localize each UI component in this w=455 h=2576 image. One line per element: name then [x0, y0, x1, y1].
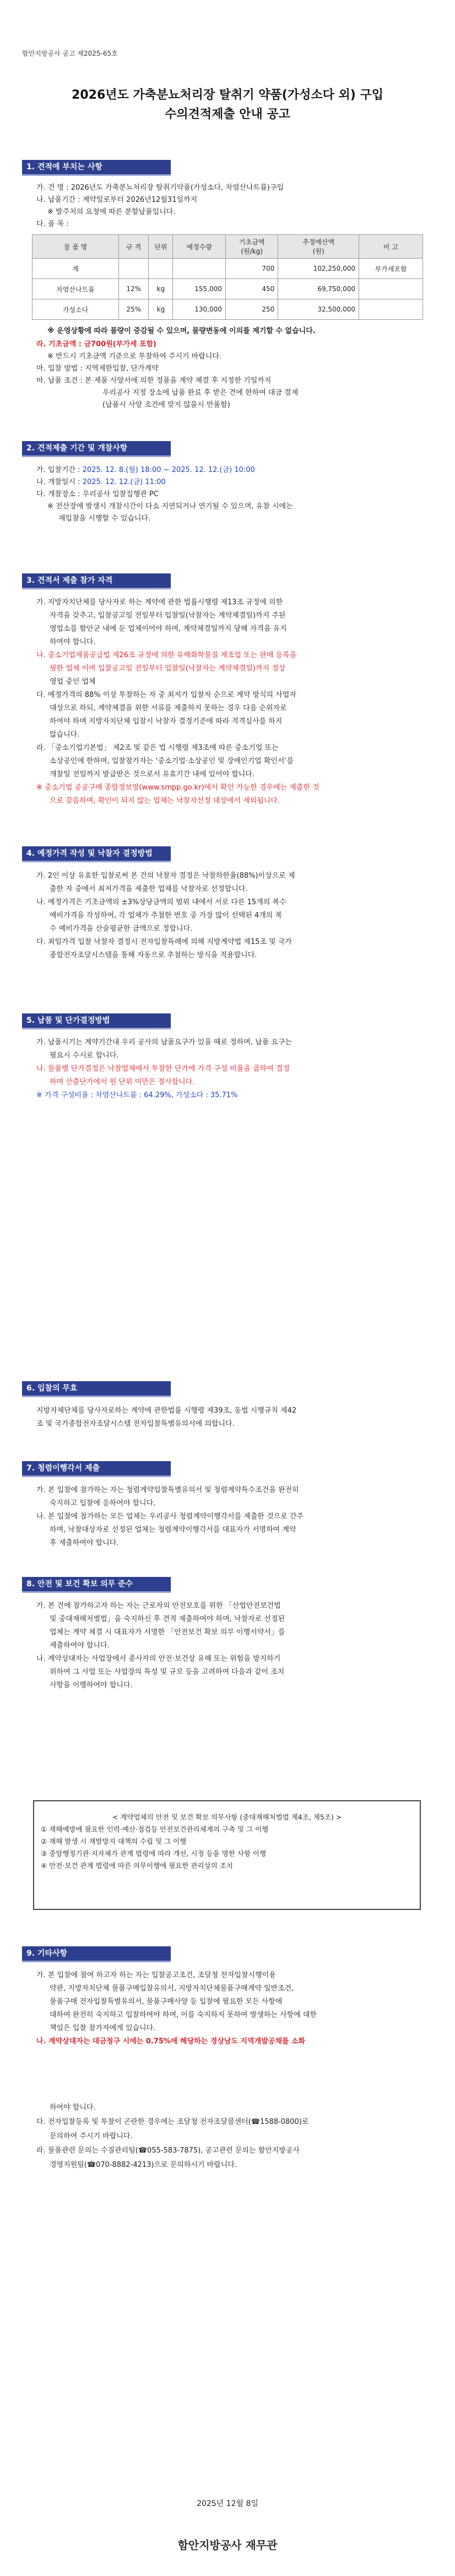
section-heading-3 — [22, 573, 171, 589]
s9-line: 책임은 입찰 참가자에게 있습니다. — [50, 2024, 156, 2032]
table-row — [32, 299, 423, 320]
s2-line — [36, 476, 433, 489]
s3-line: 으로 갈음하며, 확인이 되지 않는 업체는 낙찰자선정 대상에서 제외됩니다. — [50, 797, 280, 805]
s8-line: 위하여 그 사업 또는 사업장의 특성 및 규모 등을 고려하여 다음과 같이 조치 — [50, 1668, 285, 1676]
box-item: ③ 중앙행정기관·지자체가 관계 법령에 따라 개선, 시정 등을 명한 사항 이행 — [41, 1849, 267, 1858]
s9-after-line: 라. 물품관련 문의는 수질관리팀(☎055-583-7875), 공고관련 문의는 함안지방공사 — [36, 2146, 300, 2155]
section-heading-9-text: 9. 기타사항 — [26, 1949, 68, 1958]
section-heading-2-text: 2. 견적제출 기간 및 개찰사항 — [26, 444, 128, 453]
s2-line: ※ 전산장애 발생시 개찰시간이 다소 지연되거나 연기될 수 있으며, 유찰 시에는 — [47, 502, 293, 511]
col-header: 단위 — [149, 235, 173, 259]
col-header: 예정수량 — [173, 235, 225, 259]
cell: kg — [149, 279, 173, 299]
cell — [149, 259, 173, 279]
section-heading-1 — [22, 160, 171, 176]
s4-line: 나. 예정가격은 기초금액의 ±3%상당금액의 범위 내에서 서로 다른 15개의 복수 — [36, 898, 286, 906]
s4-line: 출한 자 중에서 최저가격을 제출한 업체를 낙찰자로 선정합니다. — [50, 885, 248, 893]
s3-line: 하여야 하며 지방자치단체 입찰시 낙찰자 결정기준에 따라 적격심사를 하지 — [50, 717, 283, 726]
cell — [359, 279, 423, 299]
cell: 부가세포함 — [359, 259, 423, 279]
s2-line — [36, 464, 433, 476]
s8-line: 사항을 이행하여야 합니다. — [50, 1681, 133, 1689]
s2-line: 재입찰을 시행할 수 있습니다. — [58, 514, 151, 523]
s4-line: 가. 2인 이상 유효한 입찰로써 본 건의 낙찰자 결정은 낙찰하한율(88%)이상으로 제 — [36, 872, 295, 880]
section-heading-8 — [22, 1577, 171, 1593]
s1-line: ※ 발주처의 요청에 따른 분할납품입니다. — [47, 208, 176, 216]
cell: 130,000 — [173, 299, 225, 320]
cell: 12% — [118, 279, 148, 299]
cell — [173, 259, 225, 279]
box-item: ④ 안전·보건 관계 법령에 따른 의무이행에 필요한 관리상의 조치 — [41, 1861, 233, 1870]
cell: 25% — [118, 299, 148, 320]
s8-line: 가. 본 건에 참가하고자 하는 자는 근로자의 안전보호를 위한 「산업안전보건법 — [36, 1602, 281, 1610]
cell: 102,250,000 — [278, 259, 359, 279]
s3-line: 하여야 합니다. — [50, 638, 96, 646]
s8-line: 제출하여야 합니다. — [50, 1641, 110, 1650]
safety-duties-box — [33, 1800, 421, 1910]
s7-line: 숙지하고 입찰에 응하여야 합니다. — [50, 1499, 156, 1507]
s7-line: 하며, 낙찰대상자로 선정된 업체는 청렴계약이행각서를 대표자가 서명하여 계약 — [50, 1526, 296, 1534]
s9-after-line: 하여야 합니다. — [50, 2103, 96, 2112]
col-header: 규 격 — [118, 235, 148, 259]
s1-note: 마. 입찰 방법 : 지역제한입찰, 단가계약 — [36, 364, 159, 373]
notice-number: 함안지방공사 공고 제2025-65호 — [22, 50, 118, 57]
s9-line: 대하여 완전히 숙지하고 입찰하여야 하며, 이를 숙지하지 못하여 발생하는 사항에 대한 — [50, 2011, 317, 2019]
section-heading-4 — [22, 846, 171, 862]
table-header-row — [32, 235, 423, 259]
s4-line: 다. 최일가격 입찰 낙찰자 결정시 전자입찰특례에 의해 지방계약법 제15조 및 국가 — [36, 938, 292, 946]
s3-line: 대상으로 하되, 계약체결을 위한 서류를 제출하지 못하는 경우 다음 순위자로 — [50, 704, 287, 712]
s1-note: 바. 납품 조건 : 본 제품 사양서에 의한 정품을 계약 체결 후 지정한 기일까지 — [36, 377, 272, 385]
s4-line: 수 예비가격을 산술평균한 금액으로 정합니다. — [50, 925, 193, 933]
cell: 155,000 — [173, 279, 225, 299]
section-heading-6-text: 6. 입찰의 무효 — [26, 1384, 78, 1393]
s8-line: 업체는 계약 체결 시 대표자가 서명한 「안전보건 확보 의무 이행서약서」를 — [50, 1628, 285, 1636]
s3-line: 소상공인에 한하며, 입찰참가자는 ‘중소기업·소상공인 및 장애인기업 확인서’를 — [50, 757, 294, 765]
s1-note: ※ 반드시 기초금액 기준으로 투찰하여 주시기 바랍니다. — [47, 352, 222, 361]
cell: 계 — [32, 259, 119, 279]
section-heading-6 — [22, 1381, 171, 1397]
section-heading-5-text: 5. 납품 및 단가결정방법 — [26, 1016, 110, 1025]
cell: 차염산나트륨 — [32, 279, 119, 299]
bid-period: 2025. 12. 8.(월) 18:00 ~ 2025. 12. 12.(금) 10:00 — [82, 466, 255, 474]
s6-line: 조 및 국가종합전자조달시스템 전자입찰특별유의서에 의합니다. — [36, 1420, 235, 1428]
table-row — [32, 279, 423, 299]
opening-datetime: 2025. 12. 12.(금) 11:00 — [82, 478, 166, 486]
label: 나. 개찰일시 : — [36, 478, 83, 486]
cell: 450 — [225, 279, 278, 299]
notice-date: 2025년 12월 8일 — [197, 2499, 258, 2508]
col-header: 기초금액 (원/kg) — [225, 235, 278, 259]
s3-line: ※ 중소기업 공공구매 종합정보망(www.smpp.go.kr)에서 확인 가능한 경우에는 제출한 것 — [36, 783, 319, 792]
s8-line: 및 중대재해처벌법」을 숙지하신 후 견적 제출하여야 하며, 낙찰자로 선정된 — [50, 1615, 285, 1623]
s1-line: 다. 품 목 : — [36, 220, 69, 228]
label: 가. 입찰기간 : — [36, 466, 83, 474]
s3-line: 필한 업체 이며 입찰공고일 전일부터 입찰일(낙찰자는 계약체결일)까지 정상 — [50, 664, 286, 673]
issuer-name: 함안지방공사 재무관 — [177, 2539, 278, 2552]
box-item: ① 재해예방에 필요한 인력·예산·점검등 안전보건관리체계의 구축 및 그 이행 — [41, 1825, 269, 1833]
s5-line: 필요시 수시로 합니다. — [50, 1051, 119, 1060]
s1-line: 나. 납품기간 : 계약일로부터 2026년12월31일까지 — [36, 196, 198, 204]
cell: 가성소다 — [32, 299, 119, 320]
s3-line: 영업소를 함안군 내에 둔 업체이어야 하며, 계약체결일까지 당해 자격을 유지 — [50, 625, 287, 633]
s1-note: 라. 기초금액 : 금700원(부가세 포함) — [36, 340, 156, 348]
s7-line: 후 제출하여야 합니다. — [50, 1539, 119, 1547]
s9-after-line: 문의하여 주시기 바랍니다. — [50, 2132, 133, 2140]
s9-line: 약관, 지방자치단체 물품구매입찰유의서, 지방자치단체물품구매계약 일반조건, — [50, 1984, 294, 1993]
cell: 69,750,000 — [278, 279, 359, 299]
s3-line: 영업 중인 업체 — [50, 678, 96, 686]
s1-note: (납품시 사양 조건에 맞지 않을시 반품함) — [102, 401, 230, 409]
section-heading-3-text: 3. 견적서 제출 참가 자격 — [26, 576, 113, 585]
s9-after-line: 경영지원팀(☎070-8882-4213)으로 문의하시기 바랍니다. — [50, 2161, 237, 2169]
s7-line: 나. 본 입찰에 참가하는 모든 업체는 우리공사 청렴계약이행각서를 제출한 것으로 간주 — [36, 1512, 304, 1521]
s7-line: 가. 본 입찰에 참가하는 자는 청렴계약입찰특별유의서 및 청렴계약특수조건을 완전히 — [36, 1486, 299, 1494]
s9-line: 가. 본 입찰에 참여 하고자 하는 자는 입찰공고조건, 조달청 전자입찰시행이용 — [36, 1971, 276, 1979]
s5-line: 나. 물품별 단가결정은 낙찰업체에서 투찰한 단가에 가격 구성 비율을 곱하여 결정 — [36, 1065, 290, 1073]
s3-line: 않습니다. — [50, 731, 80, 739]
s3-line: 자격을 갖추고, 입찰공고일 전일부터 입찰일(낙찰자는 계약체결일)까지 주된 — [50, 611, 286, 620]
box-item: ② 재해 발생 시 재발방지 대책의 수립 및 그 이행 — [41, 1837, 187, 1845]
section-heading-2 — [22, 441, 171, 457]
notice-title-line1: 2026년도 가축분뇨처리장 탈취기 약품(가성소다 외) 구입 — [72, 88, 383, 102]
section-heading-7 — [22, 1461, 171, 1477]
box-title: < 계약업체의 안전 및 보건 확보 의무사항 (중대재해처벌법 제4조, 제5조) > — [112, 1813, 342, 1821]
section-heading-9 — [22, 1946, 171, 1962]
notice-title-line2: 수의견적제출 안내 공고 — [165, 108, 290, 121]
cell: 700 — [225, 259, 278, 279]
section-heading-5 — [22, 1013, 171, 1029]
section-heading-4-text: 4. 예정가격 작성 및 낙찰자 결정방법 — [26, 849, 153, 858]
table-row — [32, 259, 423, 279]
s8-line: 나. 계약상대자는 사업장에서 종사자의 안전·보건상 유해 또는 위험을 방지하기 — [36, 1655, 281, 1663]
s3-line: 라. 「중소기업기본법」 제2조 및 같은 법 시행령 제3조에 따른 중소기업 또는 — [36, 744, 279, 752]
s1-note: 우리공사 지정 장소에 납품 완료 후 받은 견에 한하여 대금 결제 — [102, 389, 299, 397]
items-table — [32, 234, 423, 320]
col-header: 추정예산액 (원) — [278, 235, 359, 259]
s3-line: 나. 중소기업제품공급법 제26조 규정에 의한 유해화학물질 제조업 또는 판매 등록을 — [36, 651, 297, 659]
cell: 250 — [225, 299, 278, 320]
s2-line: 다. 개찰장소 : 우리공사 입찰집행관 PC — [36, 490, 159, 498]
section-heading-7-text: 7. 청렴이행각서 제출 — [26, 1464, 100, 1473]
col-header: 물 품 명 — [32, 235, 119, 259]
section-heading-8-text: 8. 안전 및 보건 확보 의무 준수 — [26, 1580, 133, 1588]
s9-after-line: 다. 전자입찰등록 및 투찰이 곤란한 경우에는 조달청 전자조달콜센터(☎1588-0800)로 — [36, 2118, 309, 2126]
cell — [359, 299, 423, 320]
s4-line: 예비가격을 작성하여, 각 업체가 추첨한 번호 중 가장 많이 선택된 4개의 복 — [50, 911, 283, 920]
s4-line: 종합전자조달시스템을 통해 자동으로 추첨하는 방식을 적용합니다. — [50, 951, 257, 959]
s5-line: 가. 납품시기는 계약기간내 우리 공사의 납품요구가 있을 때로 정하며, 납품 요구는 — [36, 1038, 292, 1046]
s9-red-line: 나. 계약상대자는 대금청구 시에는 0.75%에 해당하는 경상남도 지역개발공채를 소화 — [36, 2037, 306, 2046]
cell — [118, 259, 148, 279]
s9-line: 물품구매 전자입찰특별유의서, 물품구매사양 등 입찰에 필요한 모든 사항에 — [50, 1998, 283, 2006]
s1-note: ※ 운영상황에 따라 물량이 증감될 수 있으며, 물량변동에 이의를 제기할 수 없습니다. — [47, 327, 316, 335]
s3-line: 개찰일 전일까지 발급받은 것으로서 유효기간 내에 있어야 합니다. — [50, 770, 255, 779]
s1-line: 가. 건 명 : 2026년도 가축분뇨처리장 탈취기약품(가성소다, 차염산나트륨)구입 — [36, 184, 284, 192]
s5-line: ※ 가격 구성비율 : 차염산나트륨 : 64.29%, 가성소다 : 35.71% — [36, 1091, 238, 1099]
s3-line: 가. 지방자치단체를 당사자로 하는 계약에 관한 법률시행령 제13조 규정에 의한 — [36, 598, 283, 607]
s5-line: 하며 산출단가에서 원 단위 미만은 절사합니다. — [50, 1078, 195, 1086]
s6-line: 지방자체단체를 당사자로하는 계약에 관한법률 시행령 제39조, 동법 시행규칙 제42 — [36, 1407, 297, 1415]
col-header: 비 고 — [359, 235, 423, 259]
s3-line: 다. 예정가격의 88% 이상 투찰하는 자 중 최저가 입찰자 순으로 계약 방식의 사업자 — [36, 691, 296, 699]
cell: 32,500,000 — [278, 299, 359, 320]
cell: kg — [149, 299, 173, 320]
section-heading-1-text: 1. 견적에 부치는 사항 — [26, 163, 102, 171]
